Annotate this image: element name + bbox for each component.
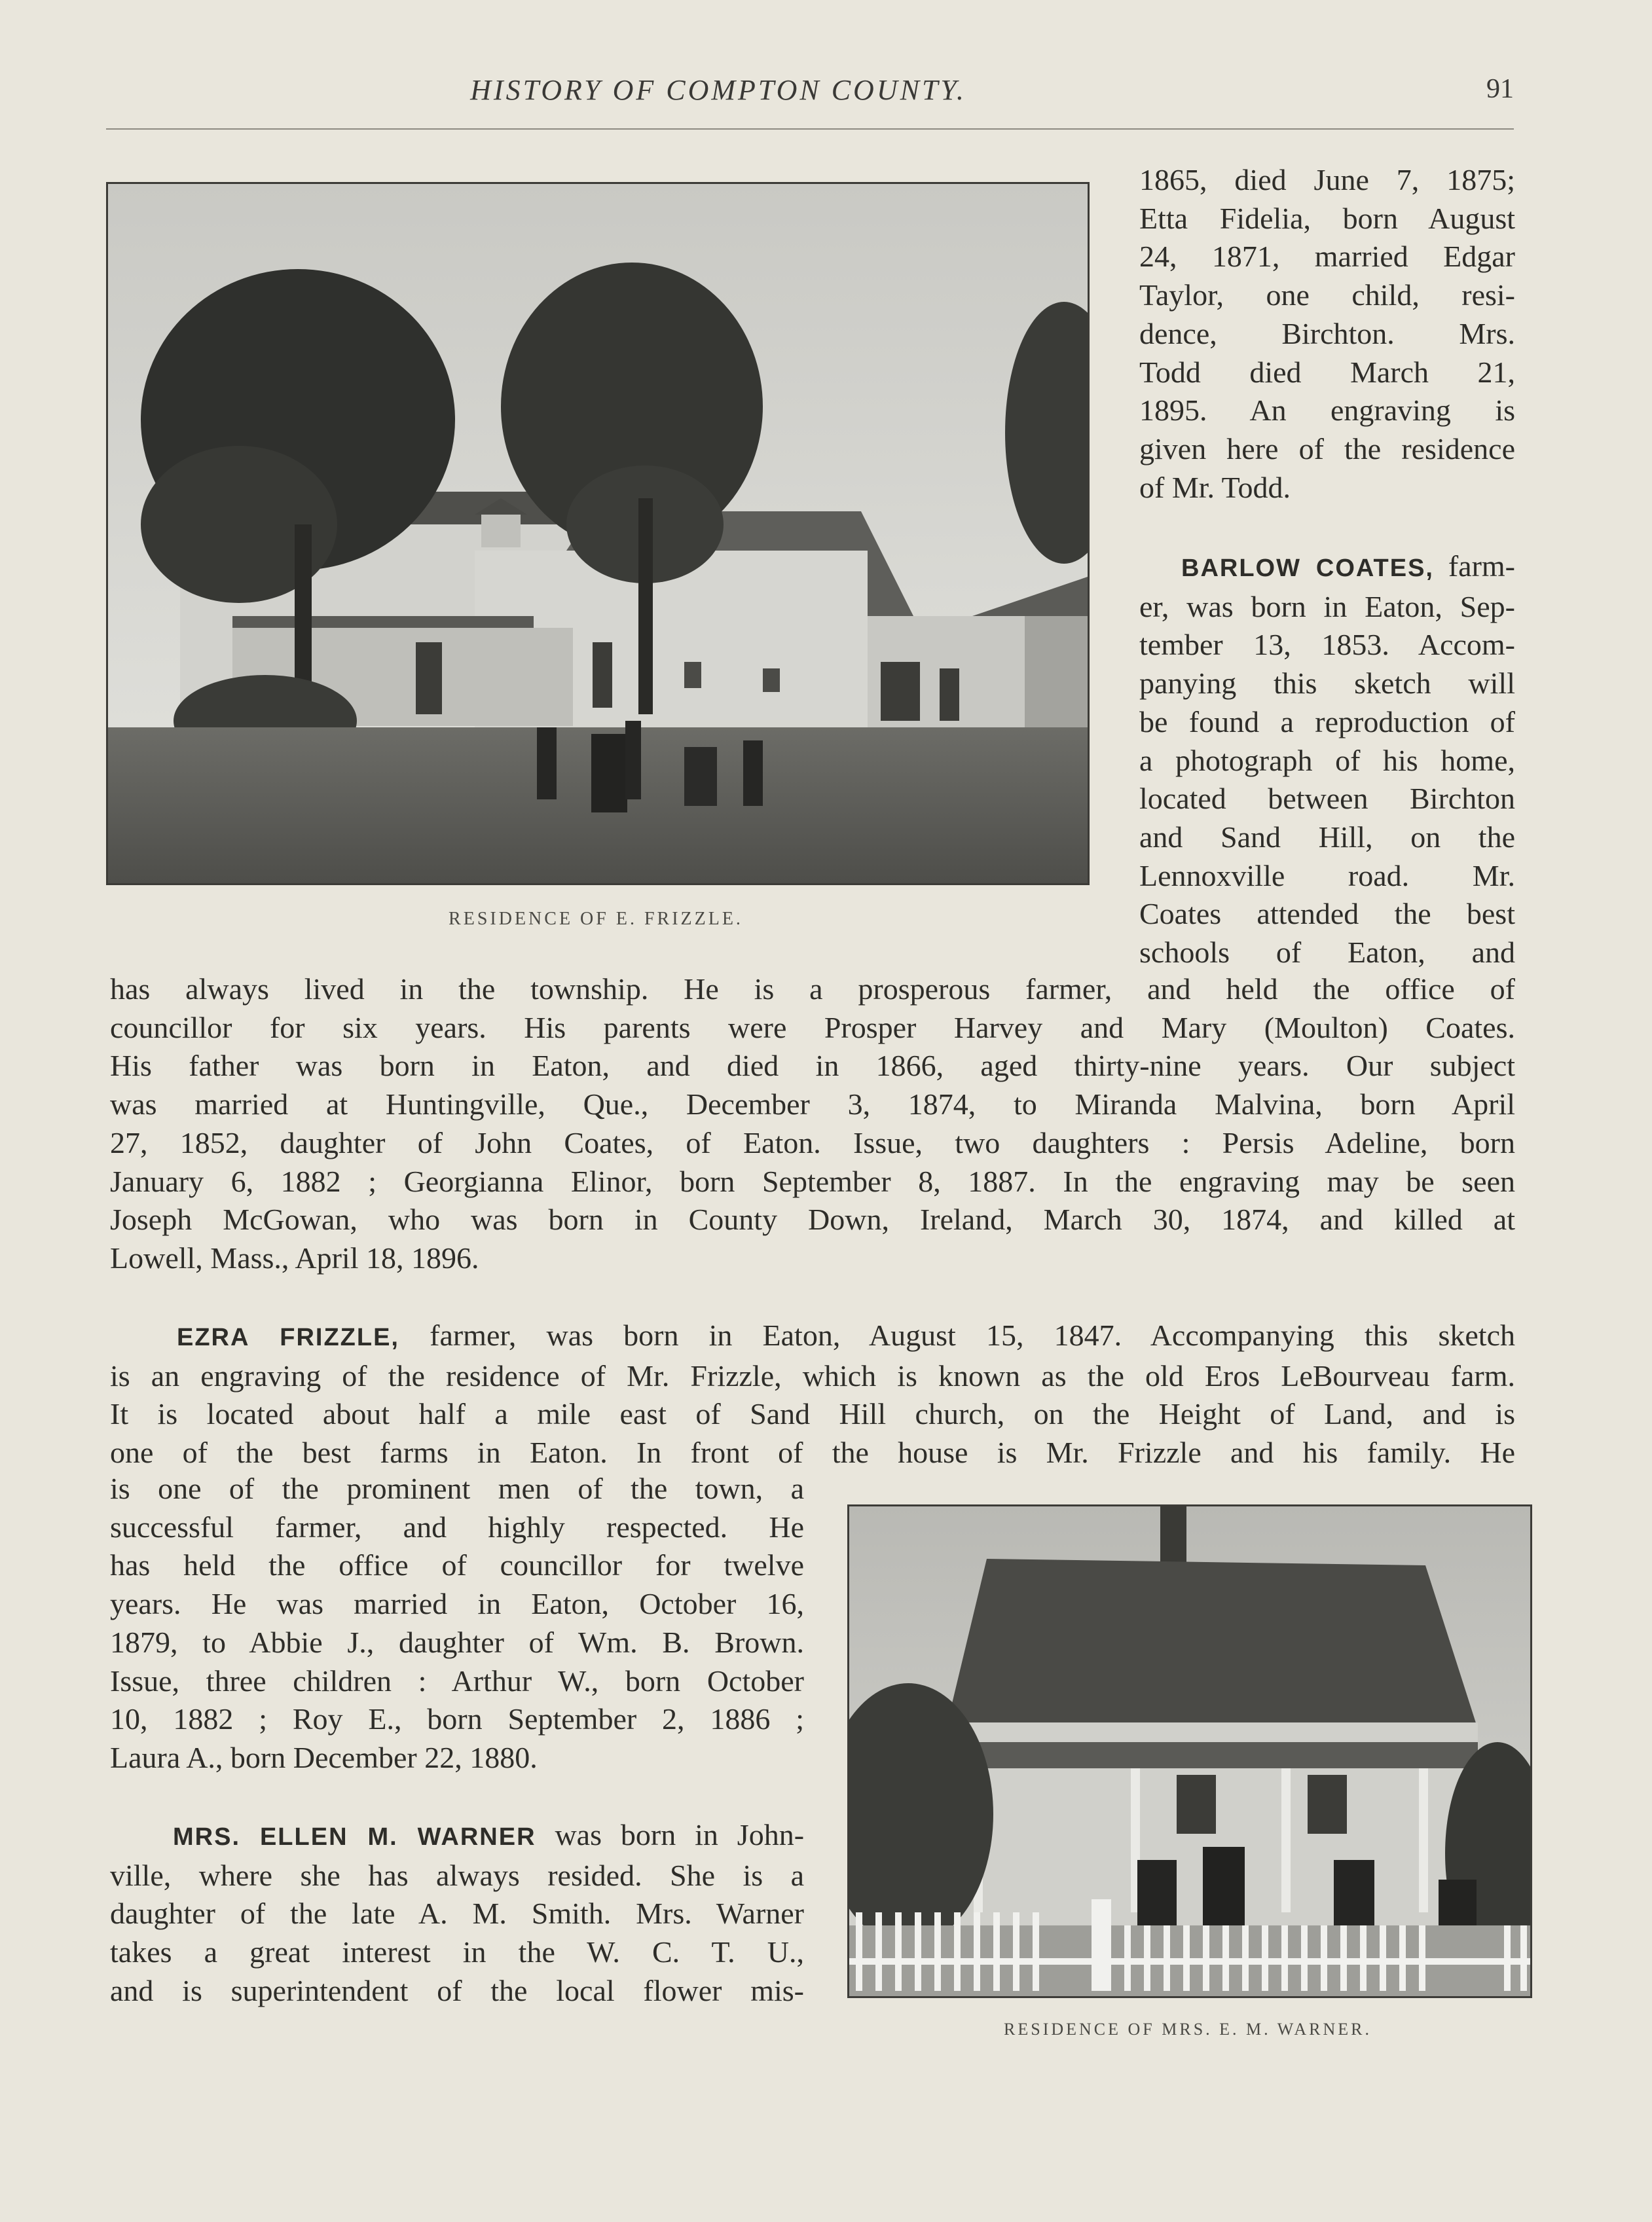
text-line: a photograph of his home,: [1139, 743, 1515, 777]
text-line: 27, 1852, daughter of John Coates, of Eaton. Issue, two daughters : Persis Adeline, born: [110, 1125, 1515, 1159]
text-line: Taylor, one child, resi-: [1139, 278, 1515, 312]
warner-residence-photo: [847, 1504, 1532, 1998]
text-line: Laura A., born December 22, 1880.: [110, 1740, 538, 1774]
text-line: has held the office of councillor for twelve: [110, 1548, 804, 1582]
text-line: was married at Huntingville, Que., December 3, 1874, to Miranda Malvina, born April: [110, 1087, 1515, 1121]
text-line: has always lived in the township. He is a prosperous farmer, and held the office of: [110, 972, 1515, 1006]
text-line: takes a great interest in the W. C. T. U.,: [110, 1935, 804, 1969]
text-line: one of the best farms in Eaton. In front of the house is Mr. Frizzle and his family. He: [110, 1436, 1515, 1470]
text-line: and Sand Hill, on the: [1139, 820, 1515, 854]
page-number: 91: [1486, 74, 1514, 104]
barlow-coates-entry-column: [1139, 547, 1515, 972]
text-line: 1895. An engraving is: [1139, 393, 1515, 428]
text-line: of Mr. Todd.: [1139, 470, 1291, 504]
frizzle-residence-photo: [106, 182, 1090, 885]
text-line: schools of Eaton, and: [1139, 936, 1515, 970]
text-line: councillor for six years. His parents were Prosper Harvey and Mary (Moulton) Coates.: [110, 1010, 1515, 1044]
running-title: HISTORY OF COMPTON COUNTY.: [470, 74, 966, 106]
text-line: It is located about half a mile east of Sand Hill church, on the Height of Land, and is: [110, 1397, 1515, 1431]
text-line: 1865, died June 7, 1875;: [1139, 163, 1515, 196]
frizzle-residence-caption: RESIDENCE OF E. FRIZZLE.: [449, 909, 743, 929]
text-line: 1879, to Abbie J., daughter of Wm. B. Brown.: [110, 1625, 804, 1659]
ezra-frizzle-entry: [110, 1317, 1515, 1472]
text-line: Etta Fidelia, born August: [1139, 201, 1515, 235]
text-line: Issue, three children : Arthur W., born October: [110, 1664, 804, 1698]
text-line: successful farmer, and highly respected. He: [110, 1510, 804, 1544]
text-line: Joseph McGowan, who was born in County Down, Ireland, March 30, 1874, and killed at: [110, 1203, 1515, 1237]
text-line: [1139, 547, 1515, 588]
header-rule: [106, 128, 1514, 130]
text-line: His father was born in Eaton, and died in 1866, aged thirty-nine years. Our subject: [110, 1049, 1515, 1083]
text-line: [110, 1816, 804, 1857]
text-run: farm-: [1433, 549, 1516, 583]
text-line: daughter of the late A. M. Smith. Mrs. Warner: [110, 1897, 804, 1931]
text-line: dence, Birchton. Mrs.: [1139, 316, 1515, 350]
text-line: tember 13, 1853. Accom-: [1139, 628, 1515, 662]
text-line: Lennoxville road. Mr.: [1139, 858, 1515, 892]
text-line: Lowell, Mass., April 18, 1896.: [110, 1241, 479, 1275]
text-line: located between Birchton: [1139, 782, 1515, 816]
text-line: and is superintendent of the local flower mis-: [110, 1973, 804, 2007]
running-head: [106, 73, 1514, 113]
ezra-frizzle-name: EZRA FRIZZLE,: [177, 1324, 399, 1351]
text-line: panying this sketch will: [1139, 666, 1515, 701]
text-line: be found a reproduction of: [1139, 704, 1515, 738]
text-line: is one of the prominent men of the town, a: [110, 1472, 804, 1505]
text-run: farmer, was born in Eaton, August 15, 1847. Accompanying this sketch: [399, 1319, 1515, 1352]
ellen-warner-name: MRS. ELLEN M. WARNER: [173, 1823, 536, 1851]
todd-entry-continuation: [1139, 161, 1515, 507]
text-line: given here of the residence: [1139, 431, 1515, 465]
text-line: Todd died March 21,: [1139, 355, 1515, 389]
barlow-coates-name: BARLOW COATES,: [1181, 555, 1434, 582]
ellen-warner-entry: [110, 1816, 804, 2011]
text-line: 24, 1871, married Edgar: [1139, 240, 1515, 274]
text-line: years. He was married in Eaton, October 16,: [110, 1587, 804, 1621]
text-line: er, was born in Eaton, Sep-: [1139, 589, 1515, 623]
text-line: January 6, 1882 ; Georgianna Elinor, born September 8, 1887. In the engraving may be seen: [110, 1164, 1515, 1198]
text-line: ville, where she has always resided. She is a: [110, 1858, 804, 1892]
warner-residence-caption: RESIDENCE OF MRS. E. M. WARNER.: [1004, 2020, 1372, 2039]
ezra-frizzle-entry-column: [110, 1470, 804, 1777]
text-line: is an engraving of the residence of Mr. Frizzle, which is known as the old Eros LeBourveau farm.: [110, 1358, 1515, 1393]
text-line: Coates attended the best: [1139, 897, 1515, 931]
text-run: was born in John-: [536, 1818, 805, 1851]
text-line: 10, 1882 ; Roy E., born September 2, 1886 ;: [110, 1702, 804, 1736]
text-line: [110, 1317, 1515, 1357]
barlow-coates-entry-full: [110, 970, 1515, 1278]
